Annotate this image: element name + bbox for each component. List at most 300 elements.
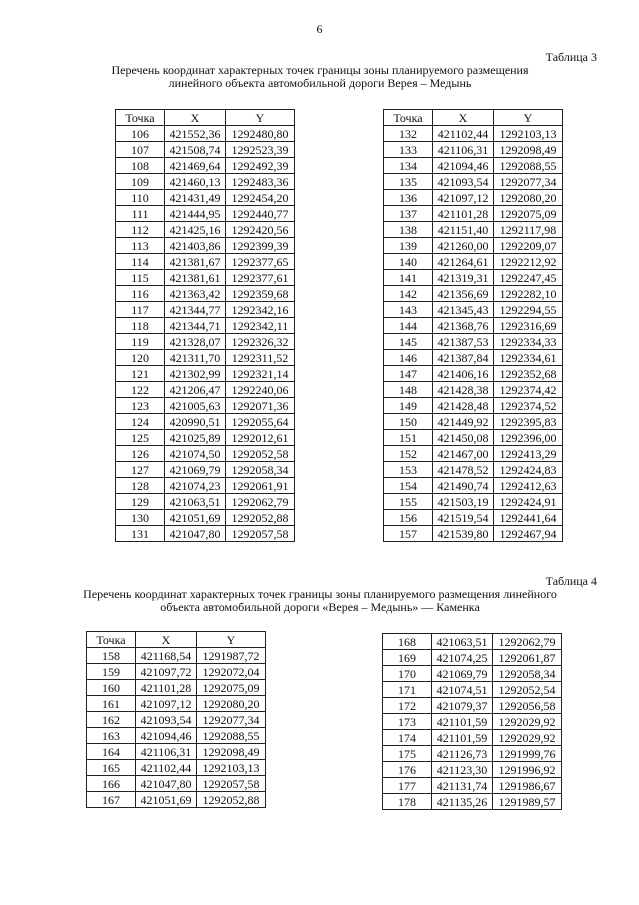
y-coordinate-cell: 1292483,36 — [226, 174, 295, 190]
table-header-row — [87, 632, 266, 648]
point-number-cell: 122 — [116, 382, 165, 398]
table-row — [384, 430, 563, 446]
column-header: Точка — [384, 110, 433, 126]
table-row — [384, 190, 563, 206]
x-coordinate-cell: 421126,73 — [432, 746, 493, 762]
table-3-right — [383, 109, 563, 542]
x-coordinate-cell: 421094,46 — [433, 158, 494, 174]
table-row — [383, 746, 562, 762]
table-row — [383, 698, 562, 714]
x-coordinate-cell: 421005,63 — [165, 398, 226, 414]
x-coordinate-cell: 421264,61 — [433, 254, 494, 270]
table-row — [384, 414, 563, 430]
point-number-cell: 120 — [116, 350, 165, 366]
point-number-cell: 129 — [116, 494, 165, 510]
table-row — [383, 634, 562, 650]
table-row — [384, 206, 563, 222]
y-coordinate-cell: 1292523,39 — [226, 142, 295, 158]
y-coordinate-cell: 1292080,20 — [494, 190, 563, 206]
y-coordinate-cell: 1292420,56 — [226, 222, 295, 238]
point-number-cell: 117 — [116, 302, 165, 318]
x-coordinate-cell: 421079,37 — [432, 698, 493, 714]
y-coordinate-cell: 1292412,63 — [494, 478, 563, 494]
table-row — [384, 174, 563, 190]
y-coordinate-cell: 1292294,55 — [494, 302, 563, 318]
point-number-cell: 166 — [87, 776, 136, 792]
x-coordinate-cell: 421069,79 — [165, 462, 226, 478]
table-header-row — [384, 110, 563, 126]
point-number-cell: 114 — [116, 254, 165, 270]
table-row — [383, 794, 562, 810]
table-row — [383, 666, 562, 682]
table-row — [116, 526, 295, 542]
x-coordinate-cell: 421074,50 — [165, 446, 226, 462]
table-3-caption-line-1: Перечень координат характерных точек границы зоны планируемого размещения — [111, 63, 529, 77]
point-number-cell: 118 — [116, 318, 165, 334]
y-coordinate-cell: 1292052,88 — [197, 792, 266, 808]
x-coordinate-cell: 421047,80 — [165, 526, 226, 542]
y-coordinate-cell: 1292396,00 — [494, 430, 563, 446]
y-coordinate-cell: 1292247,45 — [494, 270, 563, 286]
point-number-cell: 135 — [384, 174, 433, 190]
x-coordinate-cell: 421260,00 — [433, 238, 494, 254]
point-number-cell: 175 — [383, 746, 432, 762]
x-coordinate-cell: 421345,43 — [433, 302, 494, 318]
x-coordinate-cell: 421490,74 — [433, 478, 494, 494]
y-coordinate-cell: 1291989,57 — [493, 794, 562, 810]
x-coordinate-cell: 421051,69 — [136, 792, 197, 808]
x-coordinate-cell: 421101,28 — [136, 680, 197, 696]
point-number-cell: 155 — [384, 494, 433, 510]
x-coordinate-cell: 421444,95 — [165, 206, 226, 222]
point-number-cell: 138 — [384, 222, 433, 238]
table-3-label: Таблица 3 — [545, 50, 597, 64]
point-number-cell: 124 — [116, 414, 165, 430]
table-row — [384, 398, 563, 414]
point-number-cell: 128 — [116, 478, 165, 494]
table-row — [116, 414, 295, 430]
x-coordinate-cell: 421101,28 — [433, 206, 494, 222]
x-coordinate-cell: 421356,69 — [433, 286, 494, 302]
table-4-caption-line-2: объекта автомобильной дороги «Верея – Медынь» — Каменка — [160, 600, 480, 614]
table-row — [384, 142, 563, 158]
table-3-caption — [50, 64, 590, 90]
x-coordinate-cell: 421381,67 — [165, 254, 226, 270]
y-coordinate-cell: 1292075,09 — [494, 206, 563, 222]
point-number-cell: 163 — [87, 728, 136, 744]
table-row — [384, 222, 563, 238]
x-coordinate-cell: 421093,54 — [433, 174, 494, 190]
x-coordinate-cell: 421063,51 — [432, 634, 493, 650]
point-number-cell: 151 — [384, 430, 433, 446]
point-number-cell: 168 — [383, 634, 432, 650]
point-number-cell: 149 — [384, 398, 433, 414]
y-coordinate-cell: 1292052,88 — [226, 510, 295, 526]
point-number-cell: 110 — [116, 190, 165, 206]
y-coordinate-cell: 1292012,61 — [226, 430, 295, 446]
point-number-cell: 139 — [384, 238, 433, 254]
column-header: X — [165, 110, 226, 126]
x-coordinate-cell: 421425,16 — [165, 222, 226, 238]
point-number-cell: 132 — [384, 126, 433, 142]
y-coordinate-cell: 1292061,87 — [493, 650, 562, 666]
y-coordinate-cell: 1292056,58 — [493, 698, 562, 714]
y-coordinate-cell: 1292395,83 — [494, 414, 563, 430]
y-coordinate-cell: 1292377,61 — [226, 270, 295, 286]
x-coordinate-cell: 421094,46 — [136, 728, 197, 744]
table-row — [116, 206, 295, 222]
point-number-cell: 123 — [116, 398, 165, 414]
point-number-cell: 153 — [384, 462, 433, 478]
table-3-left — [115, 109, 295, 542]
point-number-cell: 147 — [384, 366, 433, 382]
point-number-cell: 144 — [384, 318, 433, 334]
x-coordinate-cell: 421097,72 — [136, 664, 197, 680]
point-number-cell: 111 — [116, 206, 165, 222]
table-row — [116, 462, 295, 478]
x-coordinate-cell: 421368,76 — [433, 318, 494, 334]
y-coordinate-cell: 1292424,91 — [494, 494, 563, 510]
column-header: X — [136, 632, 197, 648]
point-number-cell: 148 — [384, 382, 433, 398]
table-row — [87, 744, 266, 760]
point-number-cell: 172 — [383, 698, 432, 714]
y-coordinate-cell: 1292492,39 — [226, 158, 295, 174]
point-number-cell: 162 — [87, 712, 136, 728]
y-coordinate-cell: 1291986,67 — [493, 778, 562, 794]
table-row — [116, 270, 295, 286]
y-coordinate-cell: 1292029,92 — [493, 730, 562, 746]
table-row — [384, 526, 563, 542]
y-coordinate-cell: 1292058,34 — [493, 666, 562, 682]
x-coordinate-cell: 421063,51 — [165, 494, 226, 510]
x-coordinate-cell: 421381,61 — [165, 270, 226, 286]
table-row — [383, 650, 562, 666]
point-number-cell: 161 — [87, 696, 136, 712]
table-row — [87, 664, 266, 680]
x-coordinate-cell: 421431,49 — [165, 190, 226, 206]
point-number-cell: 165 — [87, 760, 136, 776]
table-row — [384, 494, 563, 510]
y-coordinate-cell: 1292440,77 — [226, 206, 295, 222]
x-coordinate-cell: 421135,26 — [432, 794, 493, 810]
table-row — [383, 682, 562, 698]
table-row — [116, 190, 295, 206]
x-coordinate-cell: 421344,71 — [165, 318, 226, 334]
table-row — [116, 446, 295, 462]
x-coordinate-cell: 421449,92 — [433, 414, 494, 430]
y-coordinate-cell: 1292062,79 — [493, 634, 562, 650]
x-coordinate-cell: 421478,52 — [433, 462, 494, 478]
y-coordinate-cell: 1292058,34 — [226, 462, 295, 478]
point-number-cell: 127 — [116, 462, 165, 478]
table-3-caption-line-2: линейного объекта автомобильной дороги Верея – Медынь — [168, 76, 472, 90]
point-number-cell: 109 — [116, 174, 165, 190]
x-coordinate-cell: 421403,86 — [165, 238, 226, 254]
y-coordinate-cell: 1292098,49 — [494, 142, 563, 158]
point-number-cell: 115 — [116, 270, 165, 286]
x-coordinate-cell: 421102,44 — [433, 126, 494, 142]
y-coordinate-cell: 1292454,20 — [226, 190, 295, 206]
table-row — [87, 648, 266, 664]
point-number-cell: 113 — [116, 238, 165, 254]
table-row — [384, 158, 563, 174]
point-number-cell: 169 — [383, 650, 432, 666]
table-row — [87, 760, 266, 776]
table-row — [384, 318, 563, 334]
point-number-cell: 133 — [384, 142, 433, 158]
point-number-cell: 106 — [116, 126, 165, 142]
point-number-cell: 146 — [384, 350, 433, 366]
y-coordinate-cell: 1292209,07 — [494, 238, 563, 254]
y-coordinate-cell: 1292374,52 — [494, 398, 563, 414]
table-row — [384, 382, 563, 398]
point-number-cell: 174 — [383, 730, 432, 746]
x-coordinate-cell: 421102,44 — [136, 760, 197, 776]
table-row — [384, 302, 563, 318]
y-coordinate-cell: 1292342,16 — [226, 302, 295, 318]
table-row — [116, 302, 295, 318]
y-coordinate-cell: 1292029,92 — [493, 714, 562, 730]
y-coordinate-cell: 1292334,61 — [494, 350, 563, 366]
table-row — [116, 510, 295, 526]
table-row — [116, 382, 295, 398]
x-coordinate-cell: 421344,77 — [165, 302, 226, 318]
x-coordinate-cell: 421131,74 — [432, 778, 493, 794]
y-coordinate-cell: 1292212,92 — [494, 254, 563, 270]
point-number-cell: 143 — [384, 302, 433, 318]
table-4-caption-line-1: Перечень координат характерных точек границы зоны планируемого размещения линейного — [83, 587, 557, 601]
table-row — [87, 712, 266, 728]
y-coordinate-cell: 1291996,92 — [493, 762, 562, 778]
point-number-cell: 121 — [116, 366, 165, 382]
x-coordinate-cell: 421101,59 — [432, 730, 493, 746]
x-coordinate-cell: 421319,31 — [433, 270, 494, 286]
column-header: Точка — [87, 632, 136, 648]
point-number-cell: 134 — [384, 158, 433, 174]
y-coordinate-cell: 1292052,54 — [493, 682, 562, 698]
page-number: 6 — [316, 22, 323, 36]
point-number-cell: 170 — [383, 666, 432, 682]
x-coordinate-cell: 421460,13 — [165, 174, 226, 190]
table-header-row — [116, 110, 295, 126]
y-coordinate-cell: 1291999,76 — [493, 746, 562, 762]
table-row — [384, 254, 563, 270]
point-number-cell: 116 — [116, 286, 165, 302]
x-coordinate-cell: 421363,42 — [165, 286, 226, 302]
point-number-cell: 158 — [87, 648, 136, 664]
table-row — [116, 334, 295, 350]
x-coordinate-cell: 421074,25 — [432, 650, 493, 666]
table-row — [116, 254, 295, 270]
x-coordinate-cell: 421106,31 — [433, 142, 494, 158]
x-coordinate-cell: 421387,53 — [433, 334, 494, 350]
x-coordinate-cell: 421467,00 — [433, 446, 494, 462]
x-coordinate-cell: 421123,30 — [432, 762, 493, 778]
table-row — [87, 792, 266, 808]
table-row — [116, 430, 295, 446]
x-coordinate-cell: 421097,12 — [136, 696, 197, 712]
table-row — [87, 696, 266, 712]
column-header: Точка — [116, 110, 165, 126]
y-coordinate-cell: 1292480,80 — [226, 126, 295, 142]
y-coordinate-cell: 1292326,32 — [226, 334, 295, 350]
x-coordinate-cell: 421074,51 — [432, 682, 493, 698]
y-coordinate-cell: 1292399,39 — [226, 238, 295, 254]
y-coordinate-cell: 1292088,55 — [197, 728, 266, 744]
point-number-cell: 177 — [383, 778, 432, 794]
point-number-cell: 173 — [383, 714, 432, 730]
point-number-cell: 108 — [116, 158, 165, 174]
table-4-left — [86, 631, 266, 808]
table-row — [384, 270, 563, 286]
table-4-caption — [50, 588, 590, 614]
table-row — [116, 158, 295, 174]
table-row — [384, 350, 563, 366]
x-coordinate-cell: 421406,16 — [433, 366, 494, 382]
x-coordinate-cell: 421101,59 — [432, 714, 493, 730]
table-row — [384, 366, 563, 382]
x-coordinate-cell: 421047,80 — [136, 776, 197, 792]
y-coordinate-cell: 1292075,09 — [197, 680, 266, 696]
point-number-cell: 119 — [116, 334, 165, 350]
table-4-label: Таблица 4 — [545, 574, 597, 588]
point-number-cell: 160 — [87, 680, 136, 696]
table-row — [384, 446, 563, 462]
y-coordinate-cell: 1292413,29 — [494, 446, 563, 462]
x-coordinate-cell: 421503,19 — [433, 494, 494, 510]
x-coordinate-cell: 421428,48 — [433, 398, 494, 414]
table-row — [116, 398, 295, 414]
point-number-cell: 131 — [116, 526, 165, 542]
y-coordinate-cell: 1292424,83 — [494, 462, 563, 478]
x-coordinate-cell: 421387,84 — [433, 350, 494, 366]
point-number-cell: 137 — [384, 206, 433, 222]
table-row — [384, 126, 563, 142]
table-row — [116, 318, 295, 334]
x-coordinate-cell: 421508,74 — [165, 142, 226, 158]
table-row — [384, 238, 563, 254]
column-header: Y — [494, 110, 563, 126]
y-coordinate-cell: 1292088,55 — [494, 158, 563, 174]
point-number-cell: 157 — [384, 526, 433, 542]
y-coordinate-cell: 1292055,64 — [226, 414, 295, 430]
point-number-cell: 126 — [116, 446, 165, 462]
x-coordinate-cell: 421097,12 — [433, 190, 494, 206]
table-row — [116, 222, 295, 238]
x-coordinate-cell: 421051,69 — [165, 510, 226, 526]
x-coordinate-cell: 421552,36 — [165, 126, 226, 142]
y-coordinate-cell: 1292311,52 — [226, 350, 295, 366]
x-coordinate-cell: 421206,47 — [165, 382, 226, 398]
table-row — [384, 334, 563, 350]
y-coordinate-cell: 1292061,91 — [226, 478, 295, 494]
table-row — [383, 730, 562, 746]
table-row — [87, 776, 266, 792]
table-row — [116, 286, 295, 302]
table-row — [116, 366, 295, 382]
y-coordinate-cell: 1292240,06 — [226, 382, 295, 398]
y-coordinate-cell: 1292352,68 — [494, 366, 563, 382]
x-coordinate-cell: 421302,99 — [165, 366, 226, 382]
point-number-cell: 176 — [383, 762, 432, 778]
x-coordinate-cell: 421328,07 — [165, 334, 226, 350]
x-coordinate-cell: 421093,54 — [136, 712, 197, 728]
point-number-cell: 112 — [116, 222, 165, 238]
y-coordinate-cell: 1292052,58 — [226, 446, 295, 462]
y-coordinate-cell: 1292117,98 — [494, 222, 563, 238]
y-coordinate-cell: 1292342,11 — [226, 318, 295, 334]
x-coordinate-cell: 421069,79 — [432, 666, 493, 682]
point-number-cell: 171 — [383, 682, 432, 698]
x-coordinate-cell: 421311,70 — [165, 350, 226, 366]
column-header: X — [433, 110, 494, 126]
y-coordinate-cell: 1292098,49 — [197, 744, 266, 760]
y-coordinate-cell: 1292072,04 — [197, 664, 266, 680]
x-coordinate-cell: 421519,54 — [433, 510, 494, 526]
point-number-cell: 136 — [384, 190, 433, 206]
point-number-cell: 154 — [384, 478, 433, 494]
y-coordinate-cell: 1292062,79 — [226, 494, 295, 510]
table-row — [87, 728, 266, 744]
point-number-cell: 159 — [87, 664, 136, 680]
x-coordinate-cell: 421074,23 — [165, 478, 226, 494]
point-number-cell: 107 — [116, 142, 165, 158]
table-row — [384, 478, 563, 494]
point-number-cell: 142 — [384, 286, 433, 302]
y-coordinate-cell: 1292316,69 — [494, 318, 563, 334]
y-coordinate-cell: 1292057,58 — [197, 776, 266, 792]
point-number-cell: 152 — [384, 446, 433, 462]
x-coordinate-cell: 421106,31 — [136, 744, 197, 760]
y-coordinate-cell: 1292103,13 — [494, 126, 563, 142]
point-number-cell: 150 — [384, 414, 433, 430]
point-number-cell: 145 — [384, 334, 433, 350]
table-row — [87, 680, 266, 696]
point-number-cell: 140 — [384, 254, 433, 270]
point-number-cell: 130 — [116, 510, 165, 526]
x-coordinate-cell: 421428,38 — [433, 382, 494, 398]
y-coordinate-cell: 1292359,68 — [226, 286, 295, 302]
y-coordinate-cell: 1292282,10 — [494, 286, 563, 302]
point-number-cell: 178 — [383, 794, 432, 810]
point-number-cell: 156 — [384, 510, 433, 526]
table-row — [116, 142, 295, 158]
point-number-cell: 125 — [116, 430, 165, 446]
y-coordinate-cell: 1292071,36 — [226, 398, 295, 414]
y-coordinate-cell: 1291987,72 — [197, 648, 266, 664]
x-coordinate-cell: 421025,89 — [165, 430, 226, 446]
point-number-cell: 141 — [384, 270, 433, 286]
table-row — [383, 778, 562, 794]
table-row — [384, 510, 563, 526]
x-coordinate-cell: 421469,64 — [165, 158, 226, 174]
x-coordinate-cell: 421539,80 — [433, 526, 494, 542]
table-4-right — [382, 633, 562, 810]
table-row — [383, 762, 562, 778]
x-coordinate-cell: 421450,08 — [433, 430, 494, 446]
y-coordinate-cell: 1292077,34 — [494, 174, 563, 190]
table-row — [384, 286, 563, 302]
y-coordinate-cell: 1292374,42 — [494, 382, 563, 398]
table-row — [116, 174, 295, 190]
y-coordinate-cell: 1292057,58 — [226, 526, 295, 542]
column-header: Y — [226, 110, 295, 126]
y-coordinate-cell: 1292103,13 — [197, 760, 266, 776]
y-coordinate-cell: 1292467,94 — [494, 526, 563, 542]
y-coordinate-cell: 1292080,20 — [197, 696, 266, 712]
table-row — [116, 494, 295, 510]
